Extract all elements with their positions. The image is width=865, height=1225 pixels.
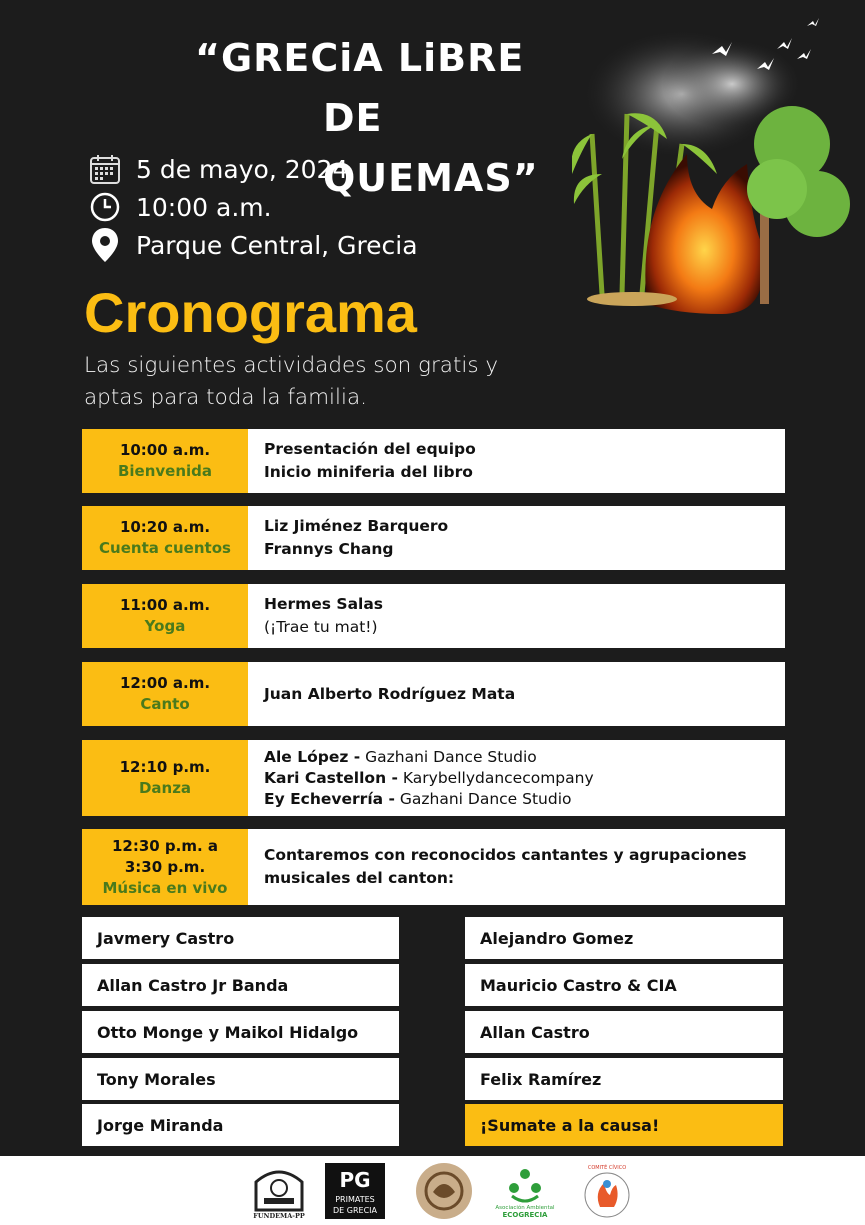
schedule-activity: Canto	[140, 695, 190, 713]
artist-item: Jorge Miranda	[82, 1104, 399, 1146]
calendar-icon	[88, 152, 122, 186]
tree	[747, 106, 850, 304]
event-date: 5 de mayo, 2024	[136, 154, 349, 184]
svg-text:DE GRECIA: DE GRECIA	[333, 1206, 377, 1215]
schedule-time: 10:00 a.m.	[119, 441, 211, 459]
sugarcane-fire-illustration	[572, 14, 852, 314]
artist-item: Mauricio Castro & CIA	[465, 964, 783, 1006]
dancer-line: Kari Castellon - Karybellydancecompany	[264, 768, 594, 787]
ecogrecia-logo	[494, 1162, 556, 1220]
map-pin-icon	[88, 228, 122, 262]
clock-icon	[88, 190, 122, 224]
svg-text:ECOGRECIA: ECOGRECIA	[502, 1211, 548, 1219]
schedule-detail: Hermes Salas	[264, 595, 384, 613]
dancer-line: Ey Echeverría - Gazhani Dance Studio	[264, 789, 572, 808]
schedule-detail: Contaremos con reconocidos cantantes y agrupaciones	[264, 846, 747, 864]
artist-item: Felix Ramírez	[465, 1058, 783, 1100]
schedule-detail: Liz Jiménez Barquero	[264, 517, 449, 535]
schedule-time-end: 3:30 p.m.	[124, 857, 206, 876]
call-to-action-banner: ¡Sumate a la causa!	[465, 1104, 783, 1146]
dancer-line: Ale López - Gazhani Dance Studio	[264, 747, 537, 766]
schedule-row	[82, 829, 785, 905]
event-info	[88, 150, 418, 264]
schedule-row	[82, 506, 785, 570]
schedule-time: 12:10 p.m.	[119, 758, 211, 776]
svg-text:Asociación Ambiental: Asociación Ambiental	[495, 1205, 555, 1211]
event-date-row	[88, 150, 418, 188]
event-time: 10:00 a.m.	[136, 192, 272, 222]
schedule-row	[82, 740, 785, 816]
schedule-activity: Danza	[138, 779, 192, 797]
schedule-activity: Música en vivo	[102, 878, 228, 897]
schedule-detail: Inicio miniferia del libro	[264, 463, 473, 481]
page-heading: Cronograma	[84, 281, 417, 344]
event-place: Parque Central, Grecia	[136, 230, 418, 260]
schedule-row	[82, 584, 785, 648]
artist-item: Alejandro Gomez	[465, 917, 783, 959]
artist-item: Javmery Castro	[82, 917, 399, 959]
schedule-time: 11:00 a.m.	[119, 596, 211, 614]
comite-civico-logo	[578, 1162, 636, 1220]
schedule-time: 10:20 a.m.	[119, 518, 211, 536]
svg-text:PRIMATES: PRIMATES	[335, 1195, 375, 1204]
schedule-activity: Bienvenida	[117, 462, 213, 480]
schedule-detail: Presentación del equipo	[264, 440, 476, 458]
schedule-row	[82, 662, 785, 726]
schedule-time: 12:30 p.m. a	[111, 836, 219, 855]
schedule-activity: Cuenta cuentos	[99, 539, 231, 557]
event-time-row	[88, 188, 418, 226]
schedule-detail: musicales del canton:	[264, 869, 455, 887]
schedule-row	[82, 429, 785, 493]
schedule-note: (¡Trae tu mat!)	[264, 618, 378, 636]
event-place-row	[88, 226, 418, 264]
schedule-activity: Yoga	[144, 617, 186, 635]
schedule-time: 12:00 a.m.	[119, 674, 211, 692]
title-line-1: “GRECiA LiBRE	[195, 36, 525, 80]
artist-item: Otto Monge y Maikol Hidalgo	[82, 1011, 399, 1053]
artist-item: Tony Morales	[82, 1058, 399, 1100]
svg-text:FUNDEMA-PP: FUNDEMA-PP	[253, 1212, 305, 1220]
primates-de-grecia-logo	[324, 1162, 386, 1220]
artist-item: Allan Castro Jr Banda	[82, 964, 399, 1006]
title-line-2: DE QUEMAS”	[323, 96, 539, 200]
artist-item: Allan Castro	[465, 1011, 783, 1053]
schedule-detail: Frannys Chang	[264, 540, 394, 558]
intro-text: Las siguientes actividades son gratis y aptas para toda la familia.	[84, 353, 499, 410]
svg-text:COMITÉ CÍVICO: COMITÉ CÍVICO	[587, 1165, 627, 1171]
schedule-detail: Juan Alberto Rodríguez Mata	[264, 684, 516, 703]
fundema-logo	[250, 1162, 308, 1220]
sponsor-footer	[0, 1156, 865, 1225]
round-emblem-logo	[413, 1162, 475, 1220]
svg-text:PG: PG	[339, 1168, 371, 1192]
